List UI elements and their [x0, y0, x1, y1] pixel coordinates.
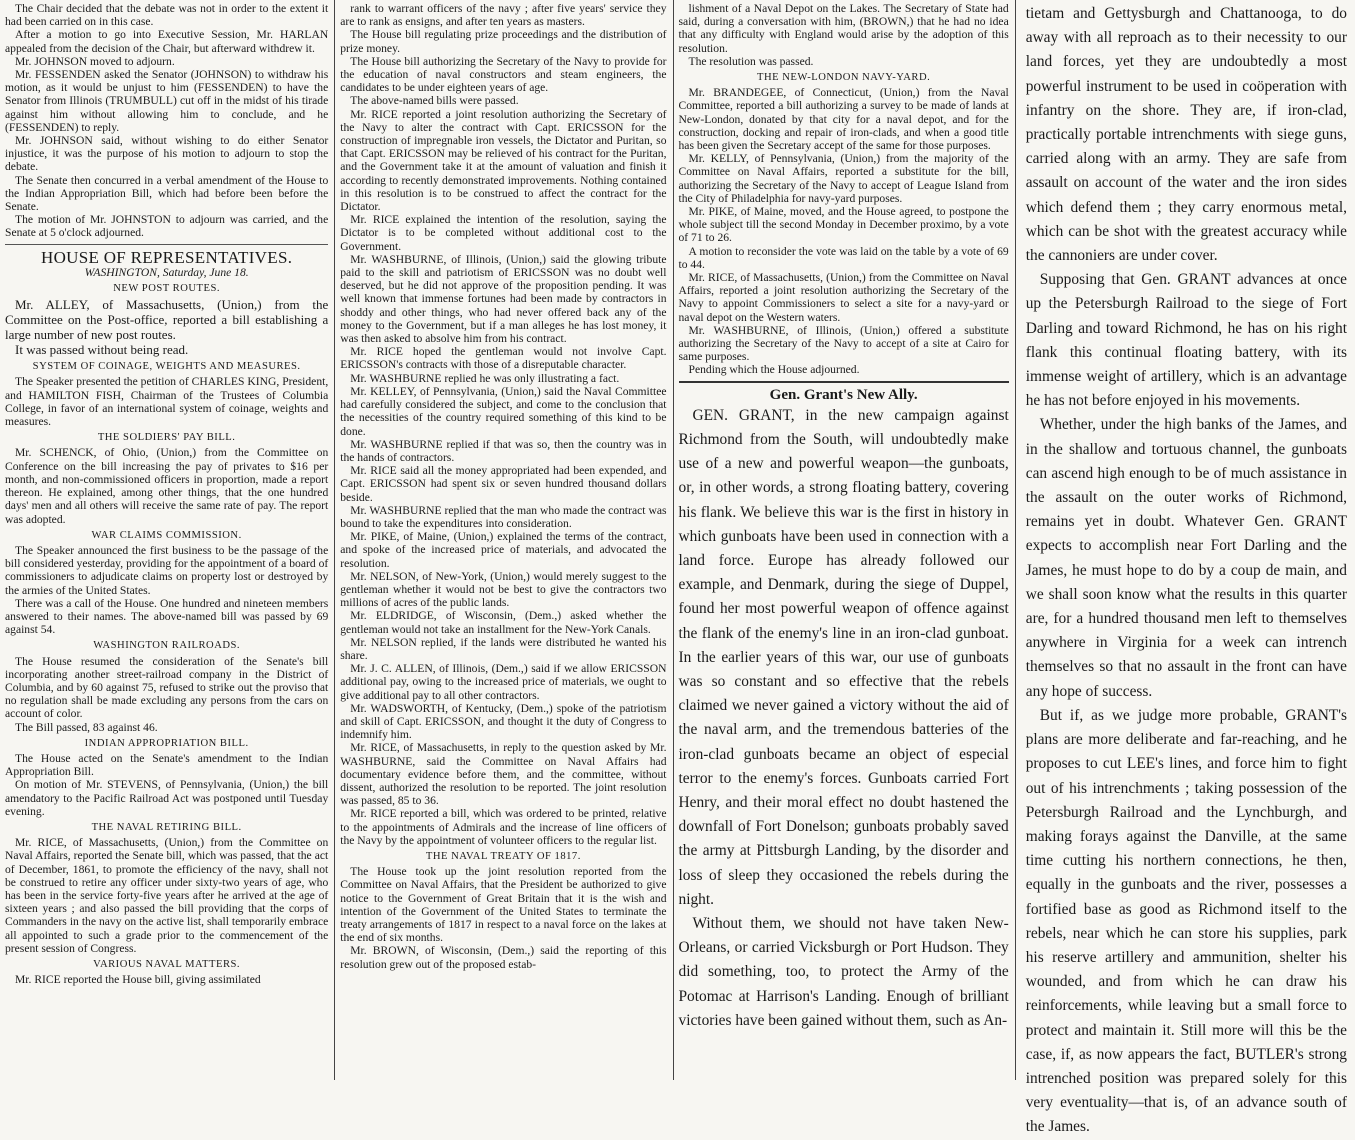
- column-2: [335, 0, 672, 1080]
- paragraph: After a motion to go into Executive Session, Mr. HARLAN appealed from the decision of the Chair, but afterward withdrew it.: [5, 28, 329, 55]
- paragraph: Mr. WASHBURNE replied if that was so, then the country was in the hands of contractors.: [340, 437, 667, 464]
- paragraph: Mr. RICE reported a bill, which was ordered to be printed, relative to the appointments of Admirals and the increase of line officers of the Navy by the appointment of volunteer officers to the regular list.: [340, 807, 667, 847]
- paragraph: Mr. FESSENDEN asked the Senator (JOHNSON) to withdraw his motion, as it would be unjust to him (FESSENDEN) to have the Senator from Illinois (TRUMBULL) cut off in the midst of his tirade against him without allowing him to conclude, and he (FESSENDEN) to reply.: [5, 68, 329, 134]
- paragraph: Mr. NELSON replied, if the lands were distributed he wanted his share.: [340, 635, 667, 662]
- section-heading: SYSTEM OF COINAGE, WEIGHTS AND MEASURES.: [32, 361, 301, 373]
- paragraph: A motion to reconsider the vote was laid on the table by a vote of 69 to 44.: [678, 244, 1009, 271]
- paragraph: Without them, we should not have taken New-Orleans, or carried Vicksburgh or Port Hudson. They did something, too, to protect the Army of the Potomac at Harrison's Landing. Enough of brilliant victories have been gained without them, such as An-: [678, 914, 1009, 1029]
- article-headline: Gen. Grant's New Ally.: [769, 386, 918, 403]
- paragraph: Mr. WASHBURNE replied he was only illustrating a fact.: [350, 371, 620, 385]
- paragraph: rank to warrant officers of the navy ; after five years' service they are to rank as ensigns, and after ten years as masters.: [340, 2, 667, 29]
- paragraph: The House acted on the Senate's amendment to the Indian Appropriation Bill.: [5, 751, 329, 779]
- paragraph: Whether, under the high banks of the James, and in the shallow and tortuous channel, the gunboats can ascend high enough to be of much assistance in the assault on the outer works of Richmond, remains yet in doubt. Whatever Gen. GRANT expects to accomplish near Fort Darling and the James, he must hope to do by a coup de main, and we shall soon know what the results in this quarter are, for a hundred thousand men left to themselves anywhere in Virginia for a week can intrench themselves so that no assault in the front can have any hope of success.: [1025, 416, 1347, 700]
- column-3: [674, 0, 1015, 1080]
- paragraph: Pending which the House adjourned.: [688, 363, 860, 377]
- paragraph: Mr. KELLEY, of Pennsylvania, (Union,) said the Naval Committee had carefully considered the subject, and come to the conclusion that the necessities of the country required something of this kind to be done.: [340, 384, 667, 438]
- paragraph: Mr. WASHBURNE, of Illinois, (Union,) offered a substitute authorizing the Secretary of the Navy to accept of a site at Cairo for same purposes.: [678, 323, 1009, 364]
- paragraph: The House bill authorizing the Secretary of the Navy to provide for the education of naval constructors and steam engineers, the candidates to be under eighteen years of age.: [340, 54, 667, 95]
- divider: [5, 244, 328, 245]
- paragraph: Mr. BROWN, of Wisconsin, (Dem.,) said the reporting of this resolution grew out of the proposed estab-: [340, 944, 667, 971]
- proceedings-continued: [679, 2, 1009, 377]
- paragraph: Supposing that Gen. GRANT advances at once up the Petersburgh Railroad to the siege of Fort Darling and toward Richmond, he has on his right flank this continual floating battery, with its immense weight of artillery, which is an advantage he has not before enjoyed in his movements.: [1025, 271, 1347, 410]
- paragraph: lishment of a Naval Depot on the Lakes. The Secretary of State had said, during a conversation with him, (BROWN,) that he had no idea that any difficulty with England would arise by the adoption of this resolution.: [678, 2, 1009, 55]
- section-heading: NEW POST ROUTES.: [113, 283, 221, 295]
- paragraph: The Speaker presented the petition of CHARLES KING, President, and HAMILTON FISH, Chairman of the Trustees of Columbia College, in favor of an international system of coinage, weights and measures.: [5, 375, 329, 429]
- paragraph: Mr. PIKE, of Maine, moved, and the House agreed, to postpone the whole subject till the second Monday in December proximo, by a vote of 71 to 26.: [678, 205, 1009, 245]
- section-heading: THE NAVAL TREATY OF 1817.: [425, 851, 581, 862]
- paragraph: Mr. RICE explained the intention of the resolution, saying the Dictator is to be completed without additional cost to the Government.: [340, 213, 667, 253]
- paragraph: Mr. WASHBURNE replied that the man who made the contract was bound to take the expenditures into consideration.: [340, 503, 667, 530]
- section-heading: WASHINGTON RAILROADS.: [93, 640, 241, 652]
- paragraph: Mr. WADSWORTH, of Kentucky, (Dem.,) spoke of the patriotism and skill of Capt. ERICSSON, and thought it the duty of Congress to indemnify him.: [340, 701, 667, 742]
- paragraph: Mr. JOHNSON said, without wishing to do either Senator injustice, it was the purpose of his motion to adjourn to stop the debate.: [5, 134, 329, 174]
- paragraph: The Speaker announced the first business to be the passage of the bill considered yesterday, providing for the appointment of a board of commissioners to adjudicate claims on property lost or destroyed by the armies of the United States.: [5, 543, 329, 597]
- paragraph: The motion of Mr. JOHNSTON to adjourn was carried, and the Senate at 5 o'clock adjourned.: [5, 213, 329, 240]
- paragraph: GEN. GRANT, in the new campaign against Richmond from the South, will undoubtedly make use of a new and powerful weapon—the gunboats, or, in other words, a strong floating battery, covering his flank. We believe this war is the first in history in which gunboats have been used in connection with a land force. Europe has already followed our example, and Denmark, during the siege of Duppel, found her most powerful weapon of offence against the flank of the enemy's line in an iron-clad gunboat. In the earlier years of this war, our use of gunboats was so constant and so effective that the rebels claimed we never gained a victory without the aid of the naval arm, and the tremendous batteries of the iron-clad gunboats became an object of especial terror to the enemy's forces. Gunboats carried Fort Henry, and their moral effect no doubt hastened the downfall of Fort Donelson; gunboats probably saved the army at Pittsburgh Landing, by the disorder and loss of sleep they occasioned the rebels during the night.: [678, 406, 1009, 908]
- paragraph: The House resumed the consideration of the Senate's bill incorporating another street-railroad company in the District of Columbia, and by 60 against 75, refused to strike out the proviso that no regulation shall be made excluding any persons from the cars on account of color.: [5, 654, 329, 721]
- paragraph: tietam and Gettysburgh and Chattanooga, to do away with all reproach as to their necessity to our land forces, yet they are undoubtedly a most powerful instrument to be used in coöperation with infantry on the shore. They are, if iron-clad, practically portable intrenchments with siege guns, carried along with an army. They are safe from assault on account of the water and the iron sides which defend them ; they carry enormous metal, which can be shot with the greatest accuracy while the cannoniers are under cover.: [1025, 5, 1347, 265]
- dateline: WASHINGTON, Saturday, June 18.: [84, 265, 249, 279]
- paragraph: But if, as we judge more probable, GRANT's plans are more deliberate and far-reaching, and he proposes to cut LEE's lines, and force him to fight out of his intrenchments ; taking possession of the Petersburgh Railroad and the Lynchburgh, and making forays against the Danville, at the same time cutting his northern connections, he then, equally in the gunboats and the river, possesses a fortified base as good as Richmond itself to the rebels, near which he can store his supplies, park his reserve artillery and ammunition, shelter his wounded, and from which he can draw his reinforcements, while leaving but a small force to protect and maintain it. Still more will this be the case, if, as now appears the fact, BUTLER's strong intrenched position was prepared solely for this very eventuality—that is, of an advance south of the James.: [1025, 706, 1347, 1136]
- section-heading: THE NAVAL RETIRING BILL.: [91, 821, 242, 833]
- paragraph: The Chair decided that the debate was not in order to the extent it had been carried on in this case.: [5, 2, 329, 29]
- section-heading: WAR CLAIMS COMMISSION.: [91, 529, 242, 541]
- editorial-article: [679, 404, 1009, 1033]
- section-heading: THE NEW-LONDON NAVY-YARD.: [756, 72, 931, 84]
- column-4: [1016, 0, 1355, 1136]
- paragraph: Mr. WASHBURNE, of Illinois, (Union,) said the glowing tribute paid to the skill and patriotism of ERICSSON was no doubt well deserved, but he did not approve of the proposition pending. It was well known that immense fortunes had been made by contractors in shoddy and other things, who had never offered back any of the money to the Government, but if a man alleges he has lost money, it was then asked to absolve him from his contract.: [340, 252, 667, 346]
- paragraph: The above-named bills were passed.: [350, 94, 519, 108]
- paragraph: Mr. RICE, of Massachusetts, (Union,) from the Committee on Naval Affairs, reported the Senate bill, which was passed, that the act of December, 1861, to promote the efficiency of the navy, shall not be construed to retire any officer under sixty-two years of age, who has been in the service forty-five years after he arrived at the age of sixteen years ; and also passed the bill providing that the corps of Commanders in the navy on the active list, shall temporarily embrace all appointed to such a grade prior to the commencement of the present session of Congress.: [5, 836, 329, 955]
- section-heading: INDIAN APPROPRIATION BILL.: [84, 737, 249, 749]
- paragraph: Mr. RICE reported the House bill, giving assimilated: [15, 973, 261, 987]
- paragraph: On motion of Mr. STEVENS, of Pennsylvania, (Union,) the bill amendatory to the Pacific Railroad Act was postponed until Tuesday evening.: [5, 778, 329, 818]
- house-heading: HOUSE OF REPRESENTATIVES.: [41, 247, 293, 267]
- section-heading: THE SOLDIERS' PAY BILL.: [97, 432, 236, 444]
- paragraph: The resolution was passed.: [688, 54, 814, 68]
- paragraph: Mr. RICE hoped the gentleman would not involve Capt. ERICSSON's contracts with those of a disreputable character.: [340, 345, 667, 372]
- paragraph: The Senate then concurred in a verbal amendment of the House to the Indian Appropriation Bill, which had before been before the Senate.: [5, 173, 329, 214]
- paragraph: Mr. KELLY, of Pennsylvania, (Union,) from the majority of the Committee on Naval Affairs, reported a substitute for the bill, authorizing the Secretary of the Navy to accept of League Island from the City of Philadelphia for navy-yard purposes.: [678, 152, 1009, 205]
- paragraph: Mr. ELDRIDGE, of Wisconsin, (Dem.,) asked whether the gentleman would not take an installment for the New-York Canals.: [340, 609, 667, 636]
- paragraph: Mr. RICE said all the money appropriated had been expended, and Capt. ERICSSON had spent six or seven hundred thousand dollars beside.: [340, 464, 667, 504]
- paragraph: The Bill passed, 83 against 46.: [15, 720, 158, 734]
- column-1: [0, 0, 334, 1080]
- paragraph: Mr. PIKE, of Maine, (Union,) explained the terms of the contract, and spoke of the increased price of materials, and advocated the resolution.: [340, 530, 667, 570]
- paragraph: Mr. ALLEY, of Massachusetts, (Union,) from the Committee on the Post-office, reported a bill establishing a large number of new post routes.: [5, 297, 329, 343]
- paragraph: The House took up the joint resolution reported from the Committee on Naval Affairs, that the President be authorized to give notice to the Government of Great Britain that it is the wish and intention of the Government of the United States to terminate the treaty arrangements of 1817 in respect to a naval force on the lakes at the end of six months.: [340, 865, 667, 945]
- paragraph: Mr. RICE, of Massachusetts, (Union,) from the Committee on Naval Affairs, reported a joint resolution authorizing the Secretary of the Navy to appoint Commissioners to select a site for a navy-yard or naval depot on the Western waters.: [678, 271, 1009, 324]
- paragraph: Mr. BRANDEGEE, of Connecticut, (Union,) from the Naval Committee, reported a bill authorizing a survey to be made of lands at New-London, donated by that city for a naval depot, and for the construction, docking and repair of iron-clads, and when a good title has been given the Secretary accept of the same for those purposes.: [678, 86, 1009, 153]
- paragraph: Mr. J. C. ALLEN, of Illinois, (Dem.,) said if we allow ERICSSON additional pay, owing to the increased price of materials, we ought to give additional pay to all other contractors.: [340, 662, 667, 702]
- paragraph: Mr. RICE, of Massachusetts, in reply to the question asked by Mr. WASHBURNE, said the Committee on Naval Affairs had documentary evidence before them, and the committee, without dissent, authorized the resolution to be reported. The joint resolution was passed, 85 to 36.: [340, 741, 667, 808]
- divider: [679, 381, 1009, 383]
- paragraph: It was passed without being read.: [15, 342, 189, 358]
- paragraph: The House bill regulating prize proceedings and the distribution of prize money.: [340, 28, 667, 55]
- paragraph: Mr. NELSON, of New-York, (Union,) would merely suggest to the gentleman whether it would not be best to give the contractors two millions of acres of the public lands.: [340, 569, 667, 610]
- section-heading: VARIOUS NAVAL MATTERS.: [93, 959, 241, 970]
- paragraph: Mr. JOHNSON moved to adjourn.: [15, 54, 175, 68]
- paragraph: Mr. SCHENCK, of Ohio, (Union,) from the Committee on Conference on the bill increasing the pay of privates to $16 per month, and non-commissioned officers in proportion, made a report thereon. He explained, among other things, that the one hundred days' men and all others will receive the same rate of pay. The report was adopted.: [5, 446, 329, 526]
- paragraph: There was a call of the House. One hundred and nineteen members answered to their names. The above-named bill was passed by 69 against 54.: [5, 596, 329, 637]
- paragraph: Mr. RICE reported a joint resolution authorizing the Secretary of the Navy to alter the contract with Capt. ERICSSON for the construction of impregnable iron vessels, the Dictator and Puritan, so that Capt. ERICSSON may be relieved of his contract for the Puritan, and the Government take it at the amount of valuation and finish it according to recently demonstrated improvements. Nothing contained in this resolution is to be construed to affect the contract for the Dictator.: [340, 107, 667, 214]
